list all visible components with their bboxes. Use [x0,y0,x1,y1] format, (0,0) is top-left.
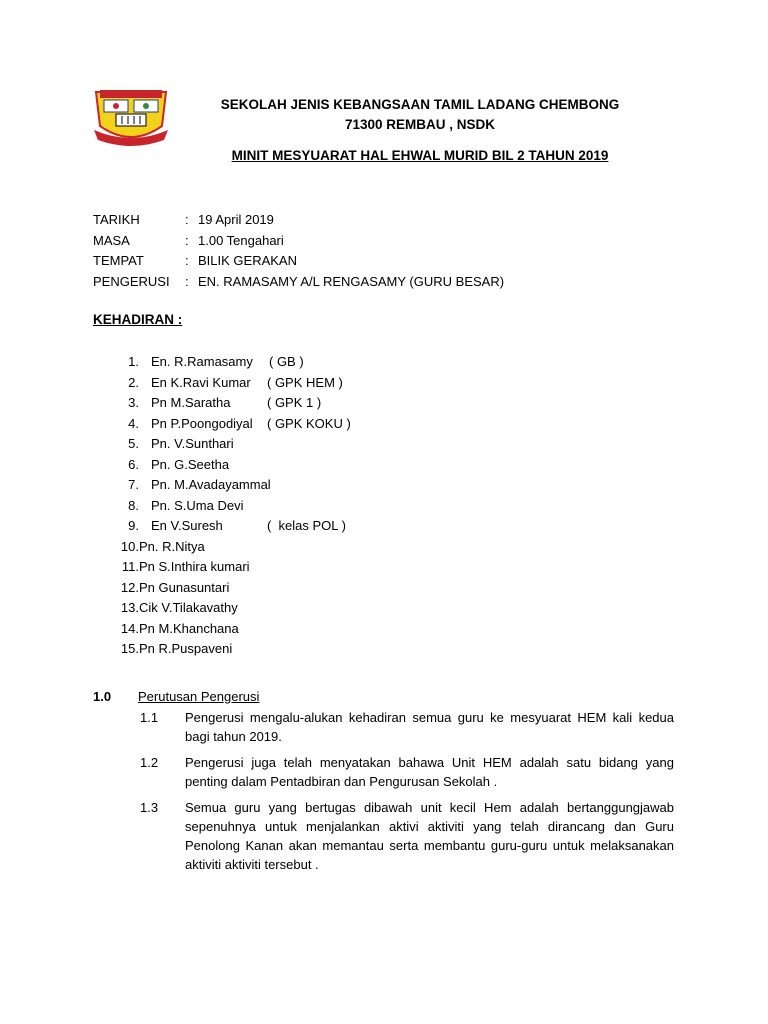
school-crest-logo [92,86,170,148]
info-colon: : [185,212,189,227]
member-name: Cik V.Tilakavathy [139,600,238,615]
list-item [110,434,351,455]
info-row-time [93,231,504,252]
item-text: Pengerusi juga telah menyatakan bahawa Unit HEM adalah satu bidang yang penting dalam Pentadbiran dan Pengurusan Sekolah . [185,755,674,789]
list-item [110,455,351,476]
info-label: MASA [93,232,130,248]
list-number: 4. [128,415,139,431]
list-number: 3. [128,395,139,410]
list-number: 12. [120,579,139,595]
list-number: 6. [128,456,139,472]
item-text: Semua guru yang bertugas dibawah unit kecil Hem adalah bertanggungjawab sepenuhnya untuk menjalankan aktivi aktiviti yang telah dirancang dan Guru Penolong Kanan akan memantau serta membantu guru-guru untuk melaksanakan aktiviti aktiviti tersebut . [185,800,674,872]
section-items [140,708,674,874]
info-value: BILIK GERAKAN [198,253,297,268]
member-name: Pn P.Poongodiyal [151,415,253,431]
info-row-chair [93,272,504,293]
list-number: 13. [120,600,139,615]
info-label: PENGERUSI [93,273,170,289]
member-role: ( kelas POL ) [267,518,346,533]
list-item [110,414,351,435]
member-name: En. R.Ramasamy [151,354,253,369]
member-name: Pn. R.Nitya [139,538,205,554]
meeting-info [93,210,504,292]
list-item [110,373,351,394]
member-name: Pn M.Saratha [151,395,231,410]
school-name: SEKOLAH JENIS KEBANGSAAN TAMIL LADANG CHEMBONG [220,97,620,112]
info-value: 1.00 Tengahari [198,232,284,248]
section-item [140,753,674,791]
list-number: 1. [128,354,139,369]
member-name: Pn R.Puspaveni [139,641,233,656]
list-number: 8. [128,497,139,513]
list-number: 2. [128,374,139,390]
list-item [110,352,351,373]
list-item [110,598,351,619]
list-number: 15. [120,641,139,656]
item-text: Pengerusi mengalu-alukan kehadiran semua guru ke mesyuarat HEM kali kedua bagi tahun 2019. [185,710,674,744]
member-name: En V.Suresh [151,518,223,533]
member-name: Pn Gunasuntari [139,579,230,595]
list-item [110,516,351,537]
attendance-title: KEHADIRAN : [93,312,183,327]
list-item [110,537,351,558]
list-item [110,496,351,517]
info-label: TARIKH [93,212,140,227]
info-row-place [93,251,504,272]
school-address: 71300 REMBAU , NSDK [344,117,496,132]
info-label: TEMPAT [93,253,144,268]
info-colon: : [185,273,189,289]
member-role: ( GPK HEM ) [267,374,343,390]
item-number: 1.3 [140,800,159,815]
info-colon: : [185,232,189,248]
section-item [140,798,674,874]
list-item [110,639,351,660]
member-role: ( GPK 1 ) [267,395,322,410]
list-number: 5. [128,436,139,451]
info-value: EN. RAMASAMY A/L RENGASAMY (GURU BESAR) [198,273,505,289]
section-item [140,708,674,746]
list-number: 10. [120,538,139,554]
item-number: 1.1 [140,710,159,725]
section-heading [93,689,259,704]
list-number: 9. [128,518,139,533]
info-value: 19 April 2019 [198,212,274,227]
member-name: En K.Ravi Kumar [151,374,251,390]
item-number: 1.2 [140,755,159,770]
section-title: Perutusan Pengerusi [138,689,260,704]
section-number: 1.0 [93,689,112,704]
list-item [110,393,351,414]
list-item [110,578,351,599]
member-name: Pn. V.Sunthari [151,436,234,451]
member-name: Pn M.Khanchana [139,620,239,636]
member-name: Pn. G.Seetha [151,456,230,472]
minutes-title: MINIT MESYUARAT HAL EHWAL MURID BIL 2 TAHUN 2019 [231,148,609,163]
list-number: 7. [128,477,139,492]
attendance-list [110,352,351,660]
member-name: Pn. S.Uma Devi [151,497,244,513]
info-colon: : [185,253,189,268]
member-name: Pn S.Inthira kumari [139,559,250,574]
list-number: 14. [120,620,139,636]
list-item [110,475,351,496]
member-role: ( GB ) [269,354,304,369]
list-item [110,619,351,640]
list-item [110,557,351,578]
list-number: 11. [121,559,139,574]
member-name: Pn. M.Avadayammal [151,477,271,492]
member-role: ( GPK KOKU ) [267,415,351,431]
info-row-date [93,210,504,231]
